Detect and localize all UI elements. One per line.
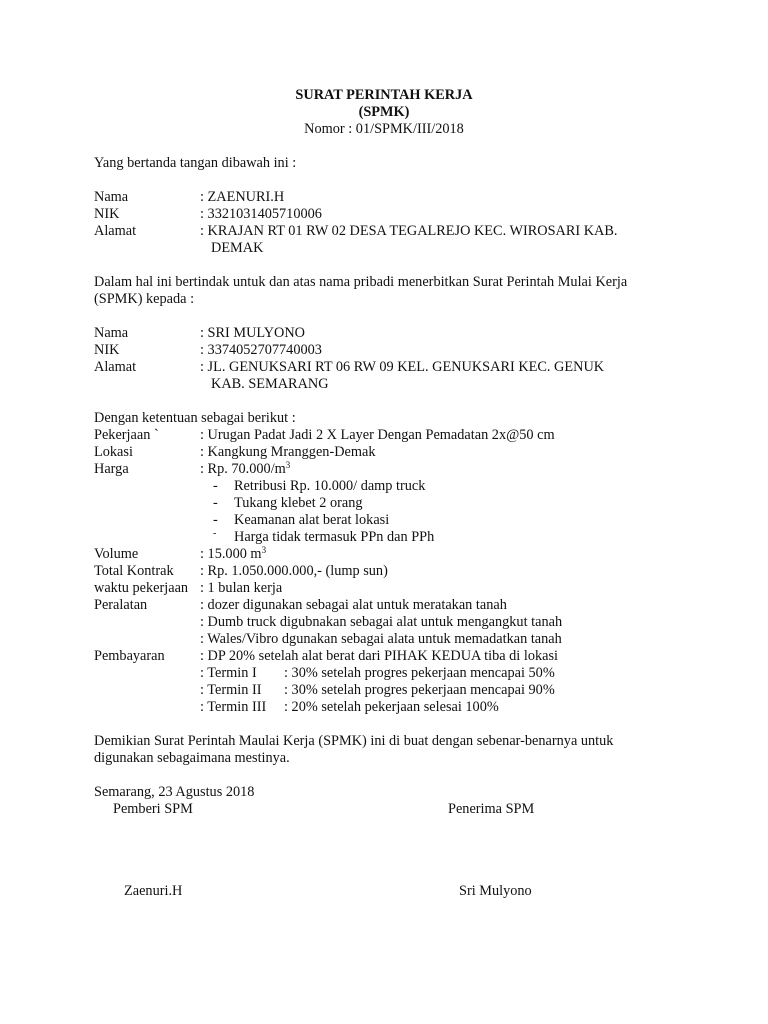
price-item-bullet: - [213,512,218,528]
equipment-item: : Wales/Vibro dgunakan sebagai alata untuk memadatkan tanah [200,631,562,647]
price-label: Harga [94,461,129,477]
price-unit-superscript: 3 [285,460,291,470]
party1-address-line2: DEMAK [211,240,264,256]
work-value: : Urugan Padat Jadi 2 X Layer Dengan Pemadatan 2x@50 cm [200,427,555,443]
price-item-text: Tukang klebet 2 orang [234,495,363,511]
equipment-item: : dozer digunakan sebagai alat untuk meratakan tanah [200,597,507,613]
party1-nik-value: : 3321031405710006 [200,206,322,222]
price-item-bullet: - [213,495,218,511]
giver-name: Zaenuri.H [124,883,183,899]
place-date: Semarang, 23 Agustus 2018 [94,784,255,800]
price-item-bullet: - [213,478,218,494]
price-value [200,461,290,478]
party1-address-line1: : KRAJAN RT 01 RW 02 DESA TEGALREJO KEC. WIROSARI KAB. [200,223,618,239]
location-label: Lokasi [94,444,133,460]
document-number: Nomor : 01/SPMK/III/2018 [304,121,464,137]
payment-term-text: : 30% setelah progres pekerjaan mencapai 90% [284,682,555,698]
payment-term-text: : 20% setelah pekerjaan selesai 100% [284,699,499,715]
equipment-item: : Dumb truck digubnakan sebagai alat untuk mengangkut tanah [200,614,563,630]
price-item-bullet: - [213,528,217,539]
volume-value-text: : 15.000 m [200,546,262,562]
statement-line1: Dalam hal ini bertindak untuk dan atas nama pribadi menerbitkan Surat Perintah Mulai Kerja [94,274,628,290]
closing-line2: digunakan sebagaimana mestinya. [94,750,290,766]
volume-unit-superscript: 3 [261,545,267,555]
party2-address-label: Alamat [94,359,137,375]
receiver-title: Penerima SPM [448,801,535,817]
receiver-name: Sri Mulyono [459,883,532,899]
price-value-text: : Rp. 70.000/m [200,461,286,477]
payment-term-label: : Termin III [200,699,267,715]
volume-value [200,546,266,563]
closing-line1: Demikian Surat Perintah Maulai Kerja (SPMK) ini di buat dengan sebenar-benarnya untuk [94,733,614,749]
intro-text: Yang bertanda tangan dibawah ini : [94,155,297,171]
price-item-text: Keamanan alat berat lokasi [234,512,390,528]
payment-term-label: : Termin II [200,682,262,698]
terms-intro: Dengan ketentuan sebagai berikut : [94,410,296,426]
giver-title: Pemberi SPM [113,801,193,817]
document-title: SURAT PERINTAH KERJA [295,87,473,103]
party1-address-label: Alamat [94,223,137,239]
party2-nik-label: NIK [94,342,120,358]
party2-address-line2: KAB. SEMARANG [211,376,329,392]
payment-term-text: : 30% setelah progres pekerjaan mencapai 50% [284,665,555,681]
party1-name-label: Nama [94,189,129,205]
work-label: Pekerjaan ` [94,427,159,443]
party1-nik-label: NIK [94,206,120,222]
party2-name-label: Nama [94,325,129,341]
price-item-text: Retribusi Rp. 10.000/ damp truck [234,478,426,494]
statement-line2: (SPMK) kepada : [94,291,195,307]
equipment-label: Peralatan [94,597,148,613]
party1-name-value: : ZAENURI.H [200,189,285,205]
payment-label: Pembayaran [94,648,165,664]
contract-label: Total Kontrak [94,563,174,579]
volume-label: Volume [94,546,139,562]
party2-nik-value: : 3374052707740003 [200,342,322,358]
payment-term-label: : Termin I [200,665,257,681]
price-item-text: Harga tidak termasuk PPn dan PPh [234,529,435,545]
party2-address-line1: : JL. GENUKSARI RT 06 RW 09 KEL. GENUKSARI KEC. GENUK [200,359,605,375]
payment-dp: : DP 20% setelah alat berat dari PIHAK KEDUA tiba di lokasi [200,648,559,664]
party2-name-value: : SRI MULYONO [200,325,306,341]
duration-value: : 1 bulan kerja [200,580,283,596]
contract-value: : Rp. 1.050.000.000,- (lump sun) [200,563,388,579]
duration-label: waktu pekerjaan [94,580,189,596]
document-subtitle: (SPMK) [358,104,410,120]
location-value: : Kangkung Mranggen-Demak [200,444,376,460]
